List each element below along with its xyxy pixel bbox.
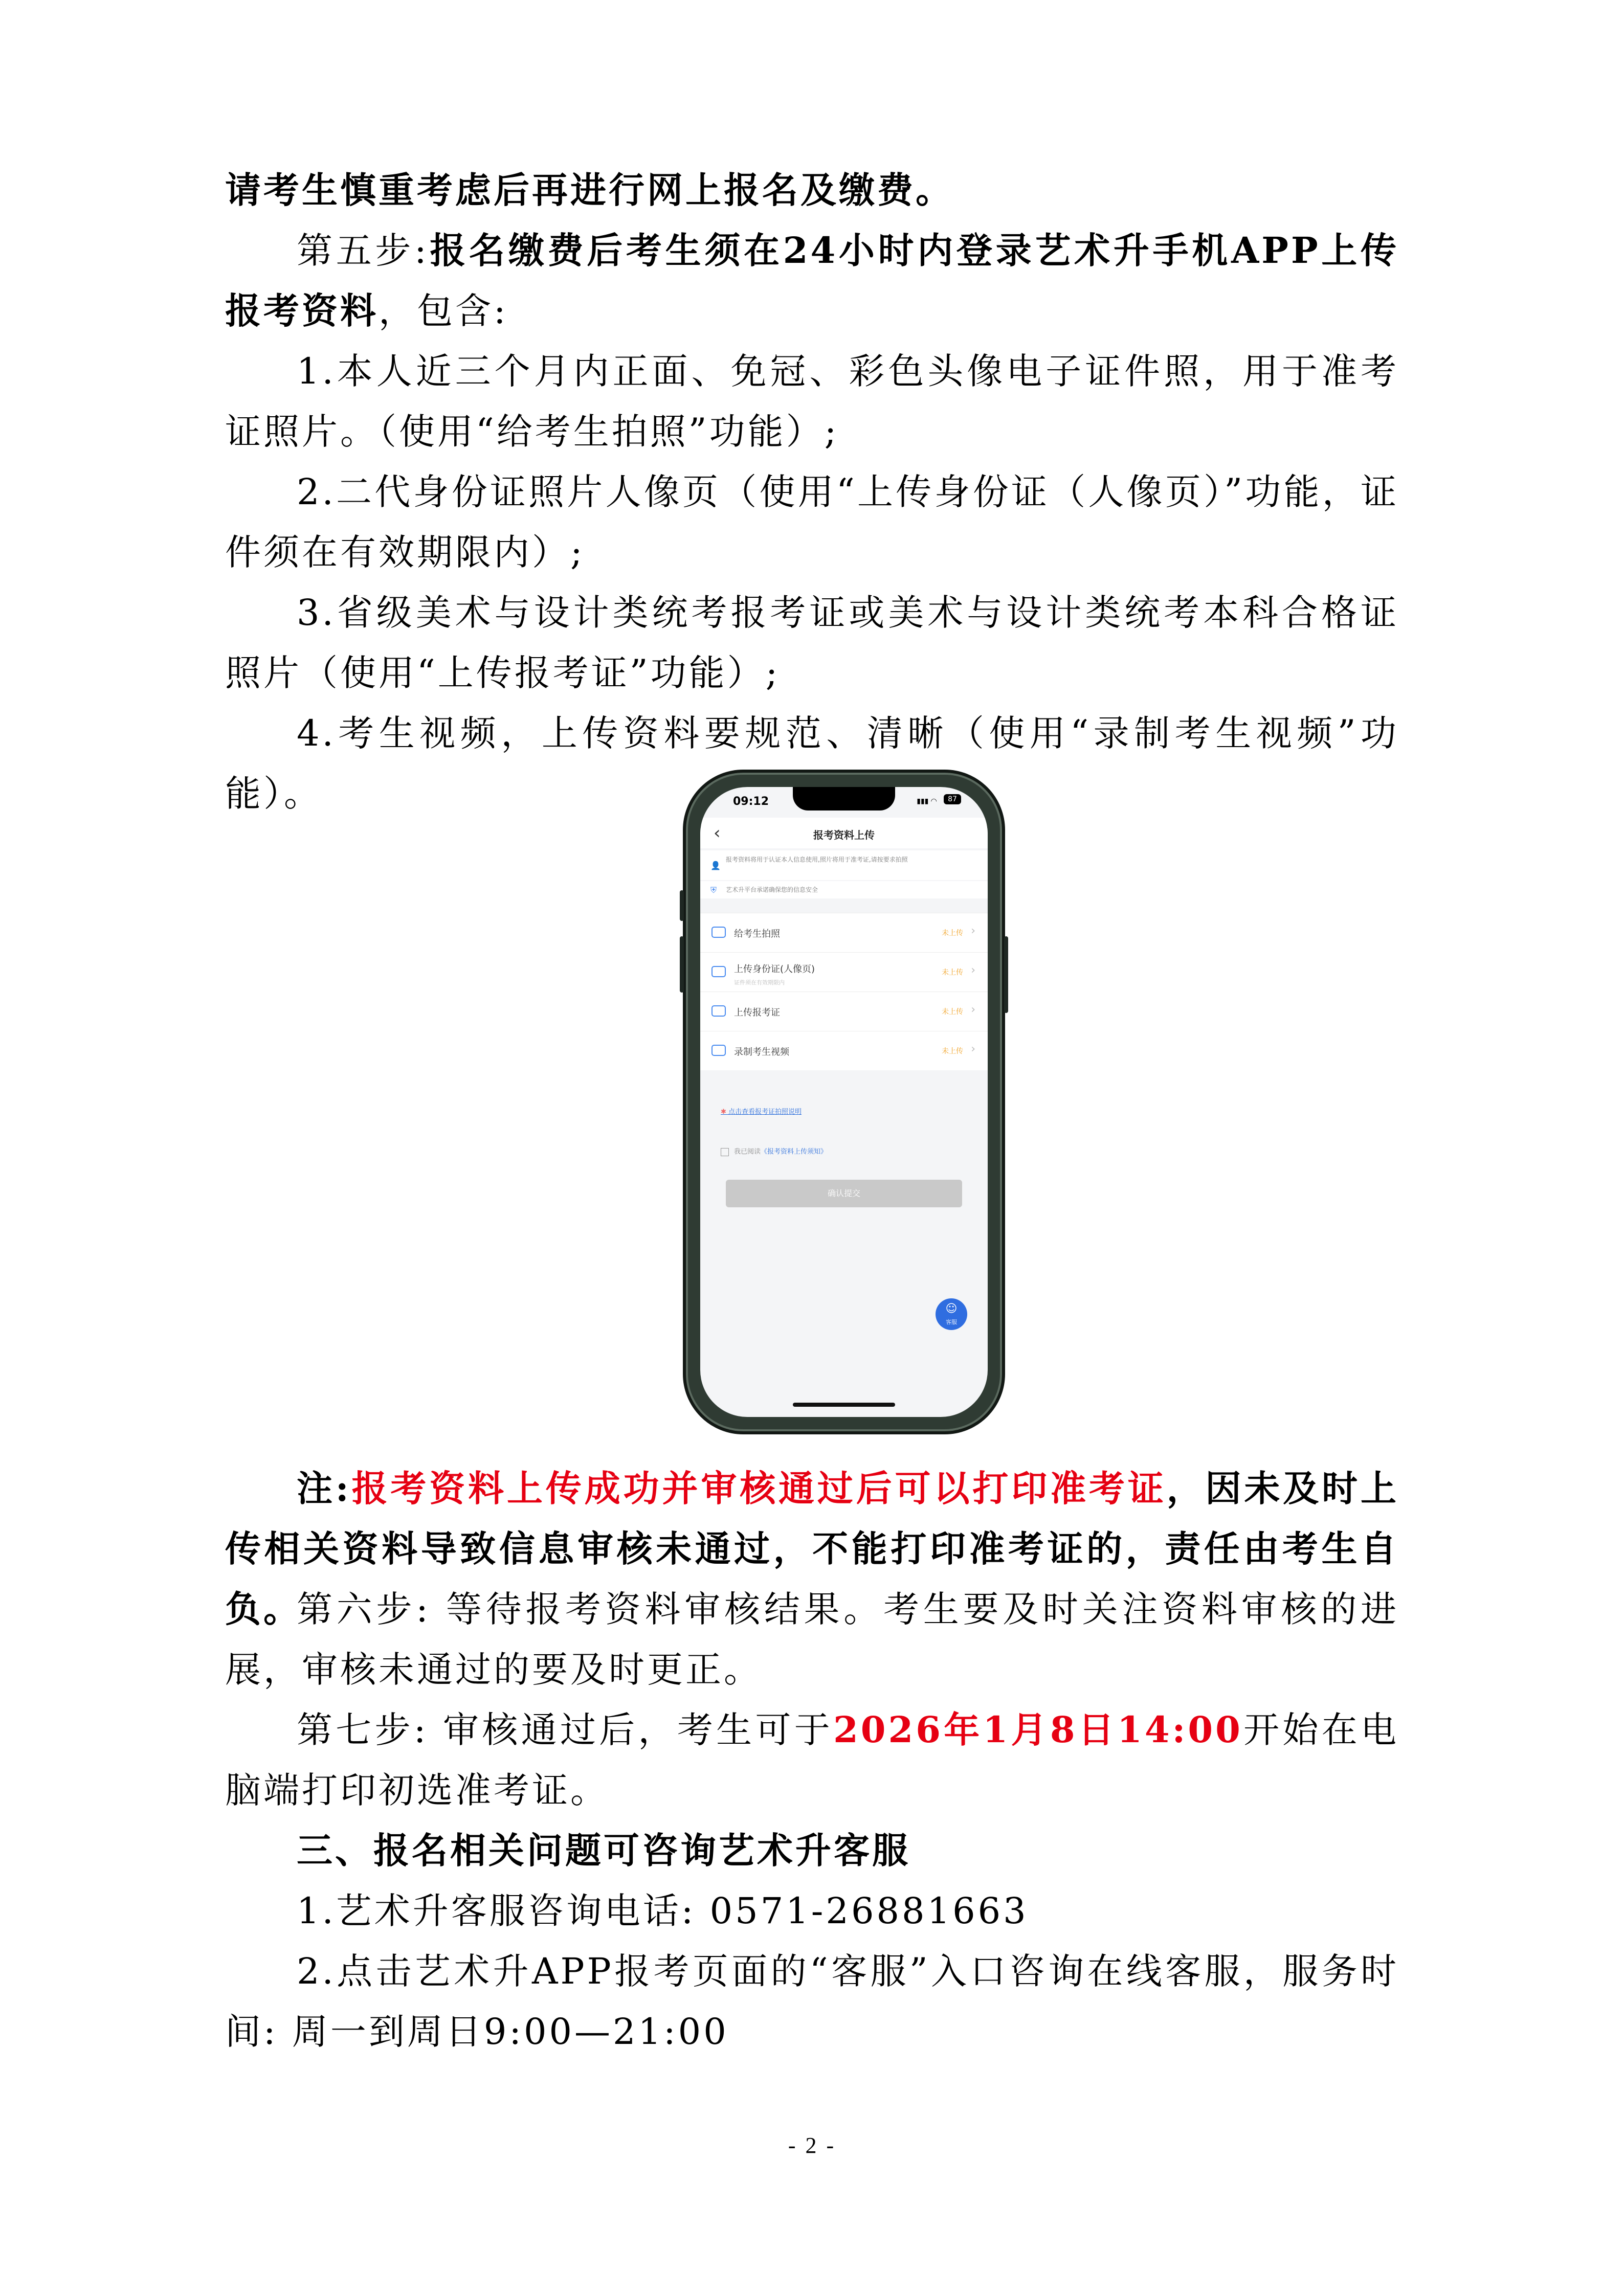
- upload-row-certificate[interactable]: [700, 992, 988, 1031]
- video-icon: [711, 1045, 726, 1056]
- chevron-right-icon: ›: [971, 964, 975, 977]
- phone-side-button: [680, 890, 684, 921]
- camera-icon: [711, 927, 726, 938]
- paragraph-reminder: 请考生慎重考虑后再进行网上报名及缴费。: [225, 169, 954, 211]
- battery-icon: 87: [944, 794, 961, 804]
- step5-tail: ，包含:: [379, 290, 508, 332]
- phone-mockup: [683, 770, 1005, 1434]
- status-badge: 未上传: [942, 929, 963, 937]
- agreement-link[interactable]: 《报考资料上传须知》: [761, 1148, 828, 1156]
- row-label: 录制考生视频: [734, 1047, 789, 1057]
- app-nav-bar: [700, 818, 988, 848]
- chevron-right-icon: ›: [971, 1003, 975, 1016]
- paragraph-step7: [225, 1700, 1399, 1820]
- confirm-submit-button[interactable]: 确认提交: [726, 1180, 962, 1207]
- chevron-right-icon: ›: [971, 925, 975, 937]
- row-label: 上传报考证: [734, 1007, 780, 1018]
- chevron-right-icon: ›: [971, 1043, 975, 1055]
- row-label: 上传身份证(人像页): [734, 964, 815, 975]
- signal-icon: ▮▮▮ ◠: [917, 797, 937, 805]
- status-time: 09:12: [733, 795, 769, 808]
- shield-icon: ⛨: [710, 885, 717, 895]
- step7-prefix: 第七步: 审核通过后，考生可于: [297, 1709, 834, 1751]
- paragraph-item1: 1.本人近三个月内正面、免冠、彩色头像电子证件照，用于准考证照片。（使用“给考生拍照”功能）;: [225, 350, 1399, 453]
- chevron-left-icon[interactable]: ‹: [714, 823, 721, 843]
- home-indicator: [793, 1403, 895, 1407]
- notice-text: 艺术升平台承诺确保您的信息安全: [726, 886, 818, 893]
- agreement-text: 我已阅读: [734, 1148, 761, 1156]
- paragraph-step6: 第六步: 等待报考资料审核结果。考生要及时关注资料审核的进展，审核未通过的要及时更正。: [225, 1588, 1399, 1691]
- section-heading-3: 三、报名相关问题可咨询艺术升客服: [297, 1829, 910, 1872]
- status-badge: 未上传: [942, 969, 963, 977]
- upload-row-photo[interactable]: [700, 913, 988, 952]
- phone-screen: [700, 787, 988, 1417]
- agreement-checkbox[interactable]: [721, 1148, 729, 1156]
- upload-row-video[interactable]: [700, 1031, 988, 1070]
- customer-service-label: 客服: [946, 1319, 957, 1325]
- paragraph-contact-online: 2.点击艺术升APP报考页面的“客服”入口咨询在线客服，服务时间: 周一到周日9:00—21:00: [225, 1950, 1399, 2053]
- paragraph-item4: 4.考生视频，上传资料要规范、清晰（使用“录制考生视频”功能）。: [225, 712, 1399, 815]
- headset-icon: ☺: [945, 1302, 958, 1315]
- status-badge: 未上传: [942, 1008, 963, 1016]
- note-label: 注:: [297, 1467, 351, 1510]
- user-icon: 👤: [710, 861, 721, 870]
- id-card-icon: [711, 966, 726, 977]
- note-rest-text: ，因未及时上传相关资料导致信息审核未通过，不能打印准考证的，责任由考生自负。: [225, 1467, 1399, 1630]
- row-sublabel: 证件须在有效期限内: [734, 979, 785, 986]
- agreement-checkbox-row[interactable]: [721, 1146, 827, 1156]
- paragraph-contact-phone: 1.艺术升客服咨询电话: 0571-26881663: [297, 1890, 1029, 1932]
- upload-row-id-card[interactable]: [700, 952, 988, 992]
- notice-privacy-use: [700, 850, 988, 880]
- photo-instructions-link[interactable]: ✱ 点击查看报考证拍照说明: [721, 1106, 802, 1116]
- notice-text: 报考资料将用于认证本人信息使用,照片将用于准考证,请按要求拍照: [726, 856, 908, 863]
- note-red-text: 报考资料上传成功并审核通过后可以打印准考证: [351, 1467, 1167, 1510]
- step7-date: 2026年1月8日14:00: [833, 1708, 1243, 1751]
- phone-notch: [793, 787, 895, 811]
- page-number: - 2 -: [788, 2133, 836, 2158]
- step7-suffix: 开始在电脑端打印初选准考证。: [225, 1709, 1399, 1811]
- certificate-icon: [711, 1005, 726, 1017]
- notice-security: [700, 881, 988, 898]
- phone-side-button: [680, 936, 684, 993]
- customer-service-button[interactable]: [936, 1298, 967, 1330]
- paragraph-item2: 2.二代身份证照片人像页（使用“上传身份证（人像页）”功能，证件须在有效期限内）;: [225, 471, 1399, 573]
- step5-label: 第五步:: [297, 230, 429, 272]
- paragraph-step5: [225, 220, 1399, 341]
- row-label: 给考生拍照: [734, 929, 780, 939]
- status-badge: 未上传: [942, 1047, 963, 1055]
- paragraph-item3: 3.省级美术与设计类统考报考证或美术与设计类统考本科合格证照片（使用“上传报考证”功能）;: [225, 592, 1399, 694]
- app-page-title: 报考资料上传: [813, 829, 875, 841]
- phone-side-button: [1004, 936, 1008, 1013]
- step5-text: 报名缴费后考生须在24小时内登录艺术升手机APP上传报考资料: [225, 229, 1399, 332]
